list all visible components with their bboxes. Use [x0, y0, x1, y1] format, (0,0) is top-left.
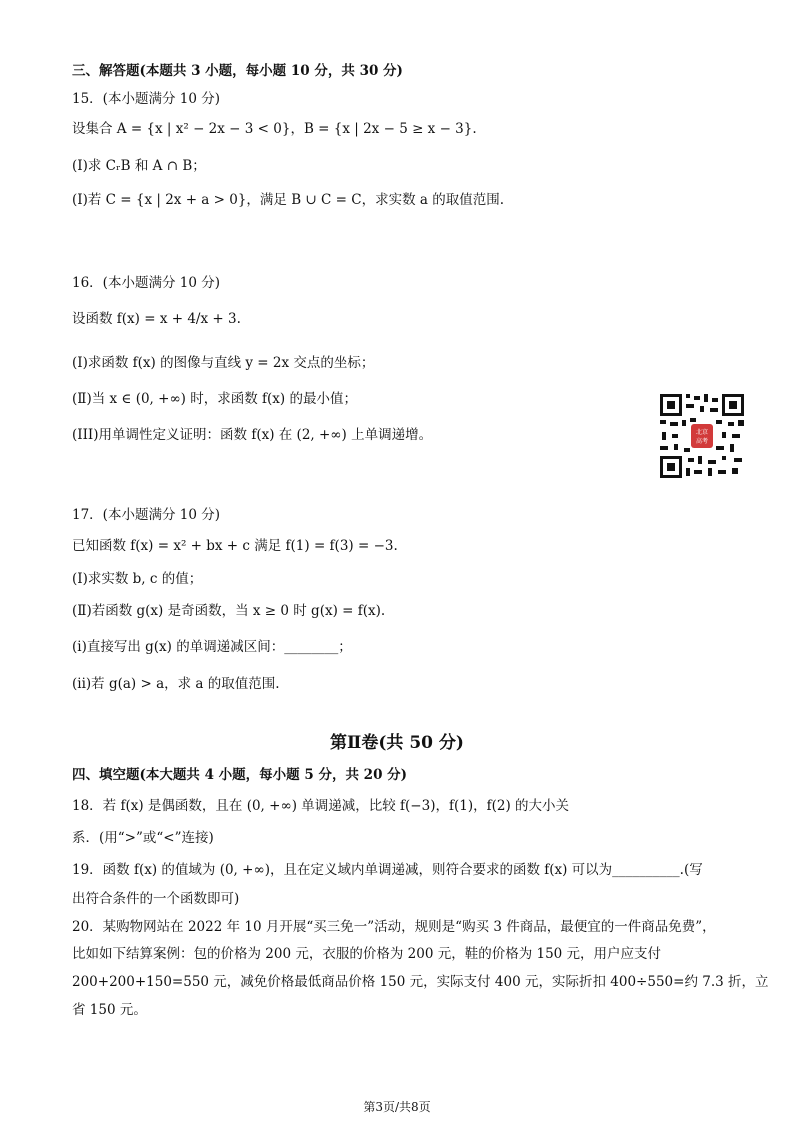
q16-line: (I)求函数 f(x) 的图像与直线 y = 2x 交点的坐标； — [72, 355, 375, 371]
part-title: 第Ⅱ卷(共 50 分) — [330, 733, 464, 753]
svg-text:高考: 高考 — [695, 438, 709, 445]
q17-line: (i)直接写出 g(x) 的单调递减区间：________； — [72, 639, 352, 655]
q17-line: (ii)若 g(a) > a，求 a 的取值范围. — [72, 676, 280, 692]
q17-line: 已知函数 f(x) = x² + bx + c 满足 f(1) = f(3) = −3. — [72, 538, 398, 554]
fill-blank-line: 系．(用“>”或“<”连接) — [72, 830, 214, 846]
fill-blank-line: 19．函数 f(x) 的值域为 (0, +∞)，且在定义域内单调递减，则符合要求的函数 f(x) 可以为__________.(写 — [72, 862, 703, 878]
section-heading: 四、填空题(本大题共 4 小题，每小题 5 分，共 20 分) — [72, 767, 408, 783]
fill-blank-line: 18．若 f(x) 是偶函数，且在 (0, +∞) 单调递减，比较 f(−3)，f(1)，f(2) 的大小关 — [72, 798, 570, 814]
fill-blank-line: 比如如下结算案例：包的价格为 200 元，衣服的价格为 200 元，鞋的价格为 150 元，用户应支付 — [72, 946, 662, 962]
fill-blank-line: 出符合条件的一个函数即可) — [72, 891, 240, 907]
qr-code — [658, 392, 746, 480]
q15-line: 设集合 A = {x | x² − 2x − 3 < 0}，B = {x | 2x − 5 ≥ x − 3}. — [72, 121, 477, 137]
fill-blank-line: 200+200+150=550 元，减免价格最低商品价格 150 元，实际支付 400 元，实际折扣 400÷550=约 7.3 折，立 — [72, 974, 769, 990]
q15-line: (I)求 CᵣB 和 A ∩ B； — [72, 158, 206, 174]
q16-title: 16．(本小题满分 10 分) — [72, 275, 220, 291]
q17-title: 17．(本小题满分 10 分) — [72, 507, 220, 523]
fill-blank-line: 20．某购物网站在 2022 年 10 月开展“买三免一”活动，规则是“购买 3 件商品，最便宜的一件商品免费”， — [72, 919, 716, 935]
page-footer: 第3页/共8页 — [363, 1100, 431, 1114]
fill-blank-line: 省 150 元。 — [72, 1002, 147, 1018]
q15-title: 15．(本小题满分 10 分) — [72, 91, 220, 107]
q16-line: (III)用单调性定义证明：函数 f(x) 在 (2, +∞) 上单调递增。 — [72, 427, 433, 443]
svg-text:北京: 北京 — [695, 429, 709, 436]
section-heading: 三、解答题(本题共 3 小题，每小题 10 分，共 30 分) — [72, 63, 403, 79]
q16-line: (Ⅱ)当 x ∈ (0, +∞) 时，求函数 f(x) 的最小值； — [72, 391, 357, 407]
q17-line: (I)求实数 b, c 的值； — [72, 571, 203, 587]
q16-line: 设函数 f(x) = x + 4/x + 3. — [72, 311, 241, 327]
q15-line: (I)若 C = {x | 2x + a > 0}，满足 B ∪ C = C，求实数 a 的取值范围. — [72, 192, 505, 208]
q17-line: (Ⅱ)若函数 g(x) 是奇函数，当 x ≥ 0 时 g(x) = f(x). — [72, 603, 386, 619]
